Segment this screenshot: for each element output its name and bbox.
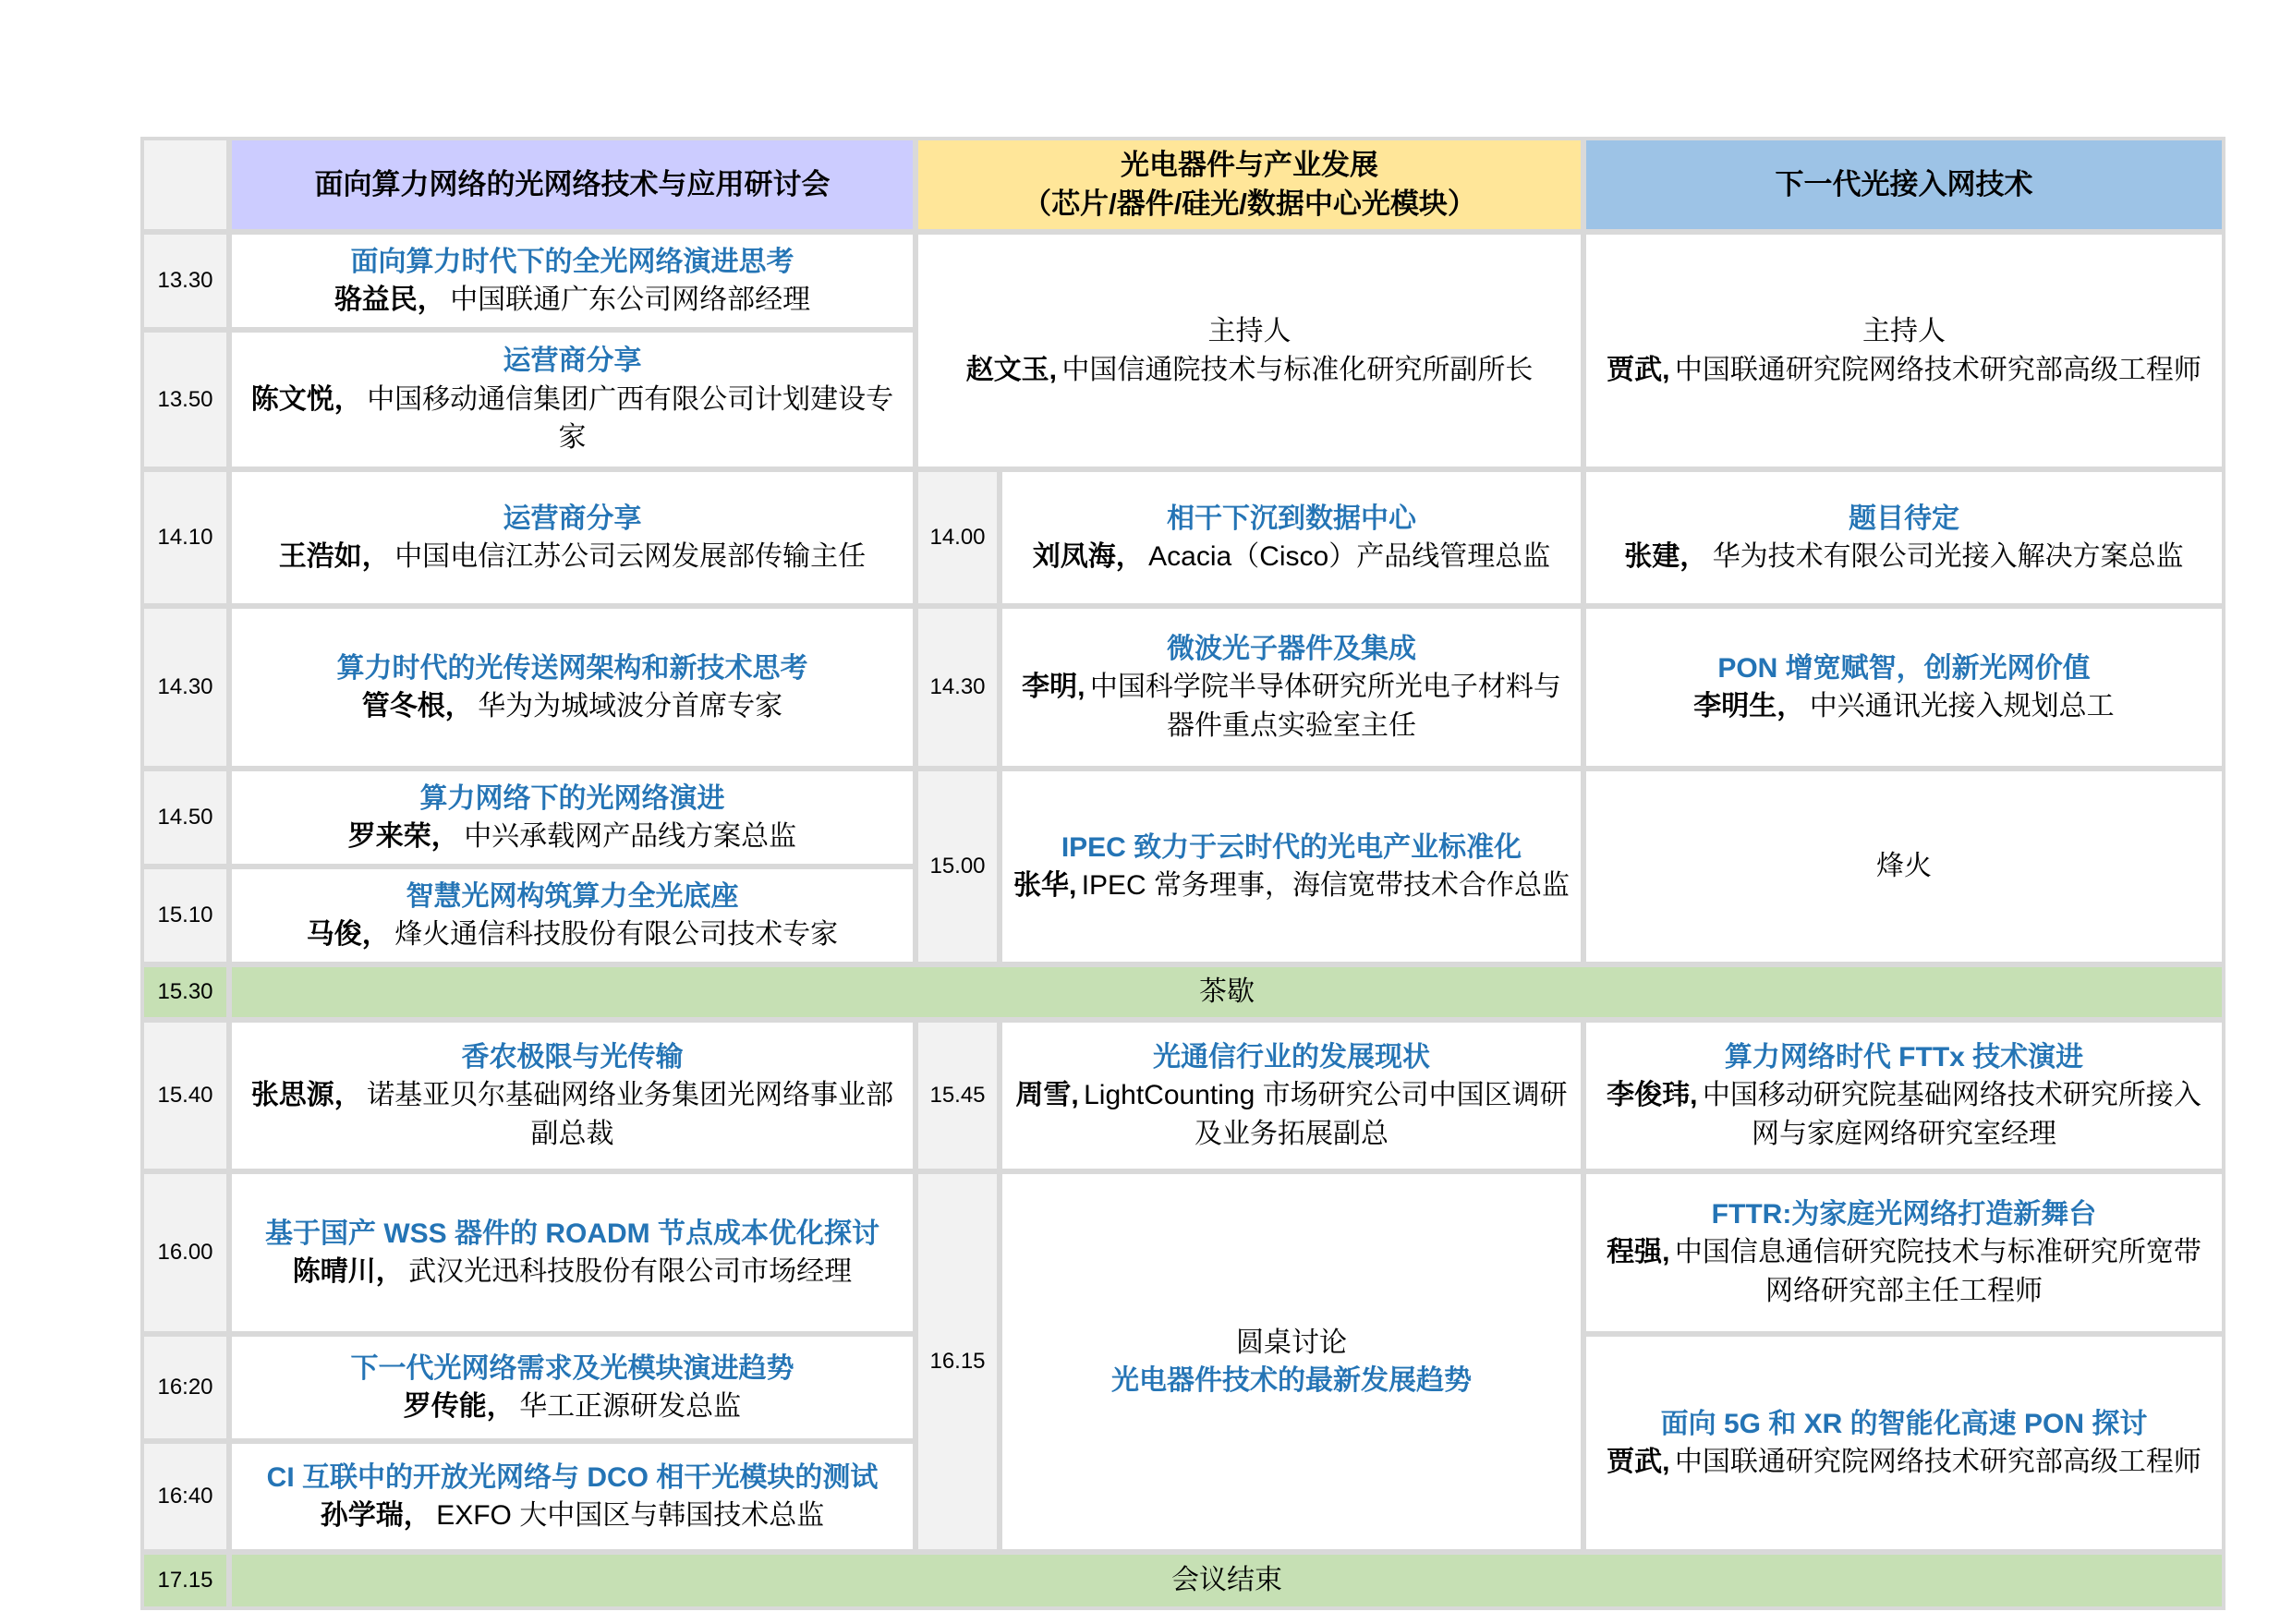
session-speaker bbox=[1033, 538, 1550, 576]
session-cell bbox=[1586, 1337, 2222, 1549]
vendor-label: 烽火 bbox=[1876, 851, 1932, 882]
speaker-affiliation: 华为技术有限公司光接入解决方案总监 bbox=[1712, 541, 2184, 572]
session-cell bbox=[232, 1023, 913, 1169]
agenda-table bbox=[140, 137, 2225, 1610]
session-title: 面向算力时代下的全光网络演进思考 bbox=[350, 246, 794, 277]
speaker-name: 贾武, bbox=[1607, 354, 1670, 385]
speaker-name: 孙学瑞， bbox=[320, 1500, 431, 1531]
session-speaker bbox=[241, 1076, 903, 1153]
time-label: 16:20 bbox=[144, 1337, 226, 1438]
session-speaker bbox=[241, 381, 903, 457]
moderator-label: 主持人 bbox=[1207, 316, 1292, 347]
speaker-affiliation: Acacia（Cisco）产品线管理总监 bbox=[1148, 541, 1551, 572]
session-cell bbox=[1586, 609, 2222, 766]
session-speaker bbox=[307, 915, 838, 953]
speaker-affiliation: 中国联通研究院网络技术研究部高级工程师 bbox=[1674, 1447, 2201, 1477]
speaker-affiliation: 中国电信江苏公司云网发展部传输主任 bbox=[394, 541, 867, 572]
session-cell bbox=[232, 1444, 913, 1549]
speaker-name: 罗传能， bbox=[403, 1391, 515, 1422]
track-header-label: 面向算力网络的光网络技术与应用研讨会 bbox=[314, 168, 831, 201]
roundtable-label: 圆桌讨论 bbox=[1236, 1327, 1347, 1358]
speaker-affiliation: IPEC 常务理事，海信宽带技术合作总监 bbox=[1081, 870, 1570, 901]
session-speaker bbox=[1595, 1076, 2213, 1153]
session-cell bbox=[232, 472, 913, 603]
session-title: 智慧光网构筑算力全光底座 bbox=[406, 880, 739, 912]
session-speaker bbox=[1624, 538, 2183, 576]
time-label: 13.30 bbox=[144, 235, 226, 327]
track-header-optical-network bbox=[232, 140, 913, 229]
session-title: PON 增宽赋智，创新光网价值 bbox=[1717, 652, 2091, 684]
time-label: 14.50 bbox=[144, 771, 226, 864]
session-cell bbox=[1002, 472, 1581, 603]
speaker-name: 管冬根， bbox=[361, 691, 473, 721]
session-cell bbox=[1586, 1023, 2222, 1169]
speaker-affiliation: 华工正源研发总监 bbox=[519, 1391, 742, 1422]
session-speaker bbox=[293, 1253, 852, 1291]
session-speaker bbox=[1012, 668, 1571, 745]
session-speaker bbox=[334, 281, 810, 319]
track-header-next-gen-access bbox=[1586, 140, 2222, 229]
session-speaker bbox=[348, 818, 796, 855]
time-label-mid: 16.15 bbox=[918, 1174, 997, 1549]
moderator-speaker bbox=[1607, 351, 2201, 389]
speaker-name: 程强, bbox=[1607, 1237, 1670, 1268]
speaker-name: 马俊， bbox=[306, 919, 390, 950]
session-cell bbox=[232, 333, 913, 467]
header-time-cell bbox=[144, 140, 226, 229]
speaker-affiliation: 中国信息通信研究院技术与标准研究所宽带网络研究部主任工程师 bbox=[1674, 1237, 2201, 1306]
time-label: 13.50 bbox=[144, 333, 226, 467]
session-cell bbox=[232, 1174, 913, 1331]
speaker-affiliation: LightCounting 市场研究公司中国区调研及业务拓展副总 bbox=[1084, 1080, 1568, 1149]
track-header-optoelectronic-devices bbox=[918, 140, 1581, 229]
session-speaker bbox=[321, 1497, 824, 1534]
session-title: 运营商分享 bbox=[503, 503, 642, 534]
session-speaker bbox=[1693, 687, 2114, 725]
time-label: 15.30 bbox=[144, 967, 226, 1017]
session-title: 算力时代的光传送网架构和新技术思考 bbox=[336, 652, 808, 684]
meeting-end-row: 会议结束 bbox=[232, 1555, 2222, 1606]
tea-break-row: 茶歇 bbox=[232, 967, 2222, 1017]
track-header-label-line1: 光电器件与产业发展 bbox=[1121, 149, 1378, 182]
speaker-name: 周雪, bbox=[1015, 1080, 1079, 1111]
session-title: 基于国产 WSS 器件的 ROADM 节点成本优化探讨 bbox=[265, 1218, 879, 1249]
speaker-name: 张华, bbox=[1013, 870, 1077, 901]
speaker-affiliation: 中国联通广东公司网络部经理 bbox=[450, 285, 811, 315]
session-cell bbox=[1586, 472, 2222, 603]
speaker-affiliation: 中国科学院半导体研究所光电子材料与器件重点实验室主任 bbox=[1089, 672, 1561, 741]
speaker-affiliation: 烽火通信科技股份有限公司技术专家 bbox=[394, 919, 839, 950]
speaker-name: 陈晴川， bbox=[292, 1256, 404, 1287]
time-label-mid: 14.30 bbox=[918, 609, 997, 766]
speaker-name: 罗来荣， bbox=[347, 821, 459, 852]
session-title: 算力网络时代 FTTx 技术演进 bbox=[1724, 1041, 2084, 1073]
speaker-affiliation: 中国移动通信集团广西有限公司计划建设专家 bbox=[367, 383, 894, 454]
time-label: 14.10 bbox=[144, 472, 226, 603]
speaker-name: 李明, bbox=[1022, 672, 1085, 703]
session-title: 下一代光网络需求及光模块演进趋势 bbox=[350, 1352, 794, 1384]
time-label-mid: 14.00 bbox=[918, 472, 997, 603]
session-speaker bbox=[362, 687, 782, 725]
speaker-name: 王浩如， bbox=[278, 541, 390, 572]
session-speaker bbox=[279, 538, 866, 576]
session-title: 面向 5G 和 XR 的智能化高速 PON 探讨 bbox=[1660, 1408, 2148, 1439]
track-header-label: 下一代光接入网技术 bbox=[1775, 168, 2033, 201]
session-title: 香农极限与光传输 bbox=[461, 1041, 684, 1073]
speaker-affiliation: 诺基亚贝尔基础网络业务集团光网络事业部副总裁 bbox=[367, 1080, 894, 1149]
time-label: 17.15 bbox=[144, 1555, 226, 1606]
session-speaker bbox=[404, 1388, 741, 1425]
moderator-label: 主持人 bbox=[1862, 316, 1946, 347]
session-title: FTTR:为家庭光网络打造新舞台 bbox=[1711, 1198, 2097, 1230]
speaker-affiliation: 中国联通研究院网络技术研究部高级工程师 bbox=[1674, 354, 2201, 385]
time-label-mid: 15.00 bbox=[918, 771, 997, 962]
speaker-name: 陈文悦， bbox=[250, 383, 362, 415]
session-cell bbox=[1586, 1174, 2222, 1331]
time-label: 16:40 bbox=[144, 1444, 226, 1549]
speaker-name: 刘凤海， bbox=[1032, 541, 1144, 572]
speaker-affiliation: EXFO 大中国区与韩国技术总监 bbox=[436, 1500, 825, 1531]
session-cell bbox=[232, 235, 913, 327]
speaker-name: 李明生， bbox=[1693, 691, 1805, 721]
session-speaker bbox=[1607, 1443, 2201, 1481]
session-cell bbox=[1002, 771, 1581, 962]
session-title: 光通信行业的发展现状 bbox=[1153, 1041, 1430, 1073]
session-title: 题目待定 bbox=[1849, 503, 1959, 534]
speaker-name: 张建， bbox=[1624, 541, 1708, 572]
session-speaker bbox=[1595, 1233, 2213, 1310]
speaker-affiliation: 中兴承载网产品线方案总监 bbox=[464, 821, 797, 852]
moderator-cell-mid bbox=[918, 235, 1581, 467]
session-title: 算力网络下的光网络演进 bbox=[419, 782, 725, 814]
session-cell bbox=[1002, 1023, 1581, 1169]
speaker-name: 骆益民， bbox=[333, 285, 445, 315]
session-title: 微波光子器件及集成 bbox=[1167, 633, 1416, 664]
session-speaker bbox=[1012, 1076, 1571, 1153]
time-label: 15.40 bbox=[144, 1023, 226, 1169]
session-cell bbox=[232, 771, 913, 864]
speaker-name: 李俊玮, bbox=[1607, 1080, 1698, 1111]
session-speaker bbox=[1013, 867, 1570, 904]
time-label: 15.10 bbox=[144, 869, 226, 962]
track-header-label-line2: （芯片/器件/硅光/数据中心光模块） bbox=[1023, 188, 1476, 220]
session-cell bbox=[232, 869, 913, 962]
time-label-mid: 15.45 bbox=[918, 1023, 997, 1169]
session-title: 相干下沉到数据中心 bbox=[1167, 503, 1416, 534]
time-label: 16.00 bbox=[144, 1174, 226, 1331]
speaker-affiliation: 中国信通院技术与标准化研究所副所长 bbox=[1061, 354, 1534, 385]
session-cell bbox=[1002, 609, 1581, 766]
speaker-affiliation: 华为为城域波分首席专家 bbox=[478, 691, 783, 721]
session-title: 运营商分享 bbox=[503, 345, 642, 377]
speaker-name: 贾武, bbox=[1607, 1447, 1670, 1477]
speaker-affiliation: 中国移动研究院基础网络技术研究所接入网与家庭网络研究室经理 bbox=[1702, 1080, 2201, 1149]
moderator-cell-right bbox=[1586, 235, 2222, 467]
session-title: CI 互联中的开放光网络与 DCO 相干光模块的测试 bbox=[266, 1461, 879, 1493]
session-title: IPEC 致力于云时代的光电产业标准化 bbox=[1061, 831, 1522, 863]
roundtable-cell bbox=[1002, 1174, 1581, 1549]
roundtable-title: 光电器件技术的最新发展趋势 bbox=[1111, 1365, 1472, 1396]
speaker-name: 赵文玉, bbox=[965, 354, 1057, 385]
session-cell bbox=[232, 1337, 913, 1438]
time-label: 14.30 bbox=[144, 609, 226, 766]
speaker-name: 张思源， bbox=[250, 1080, 362, 1111]
moderator-speaker bbox=[966, 351, 1534, 389]
session-cell bbox=[232, 609, 913, 766]
speaker-affiliation: 中兴通讯光接入规划总工 bbox=[1809, 691, 2115, 721]
session-cell-fiberhome bbox=[1586, 771, 2222, 962]
speaker-affiliation: 武汉光迅科技股份有限公司市场经理 bbox=[408, 1256, 853, 1287]
